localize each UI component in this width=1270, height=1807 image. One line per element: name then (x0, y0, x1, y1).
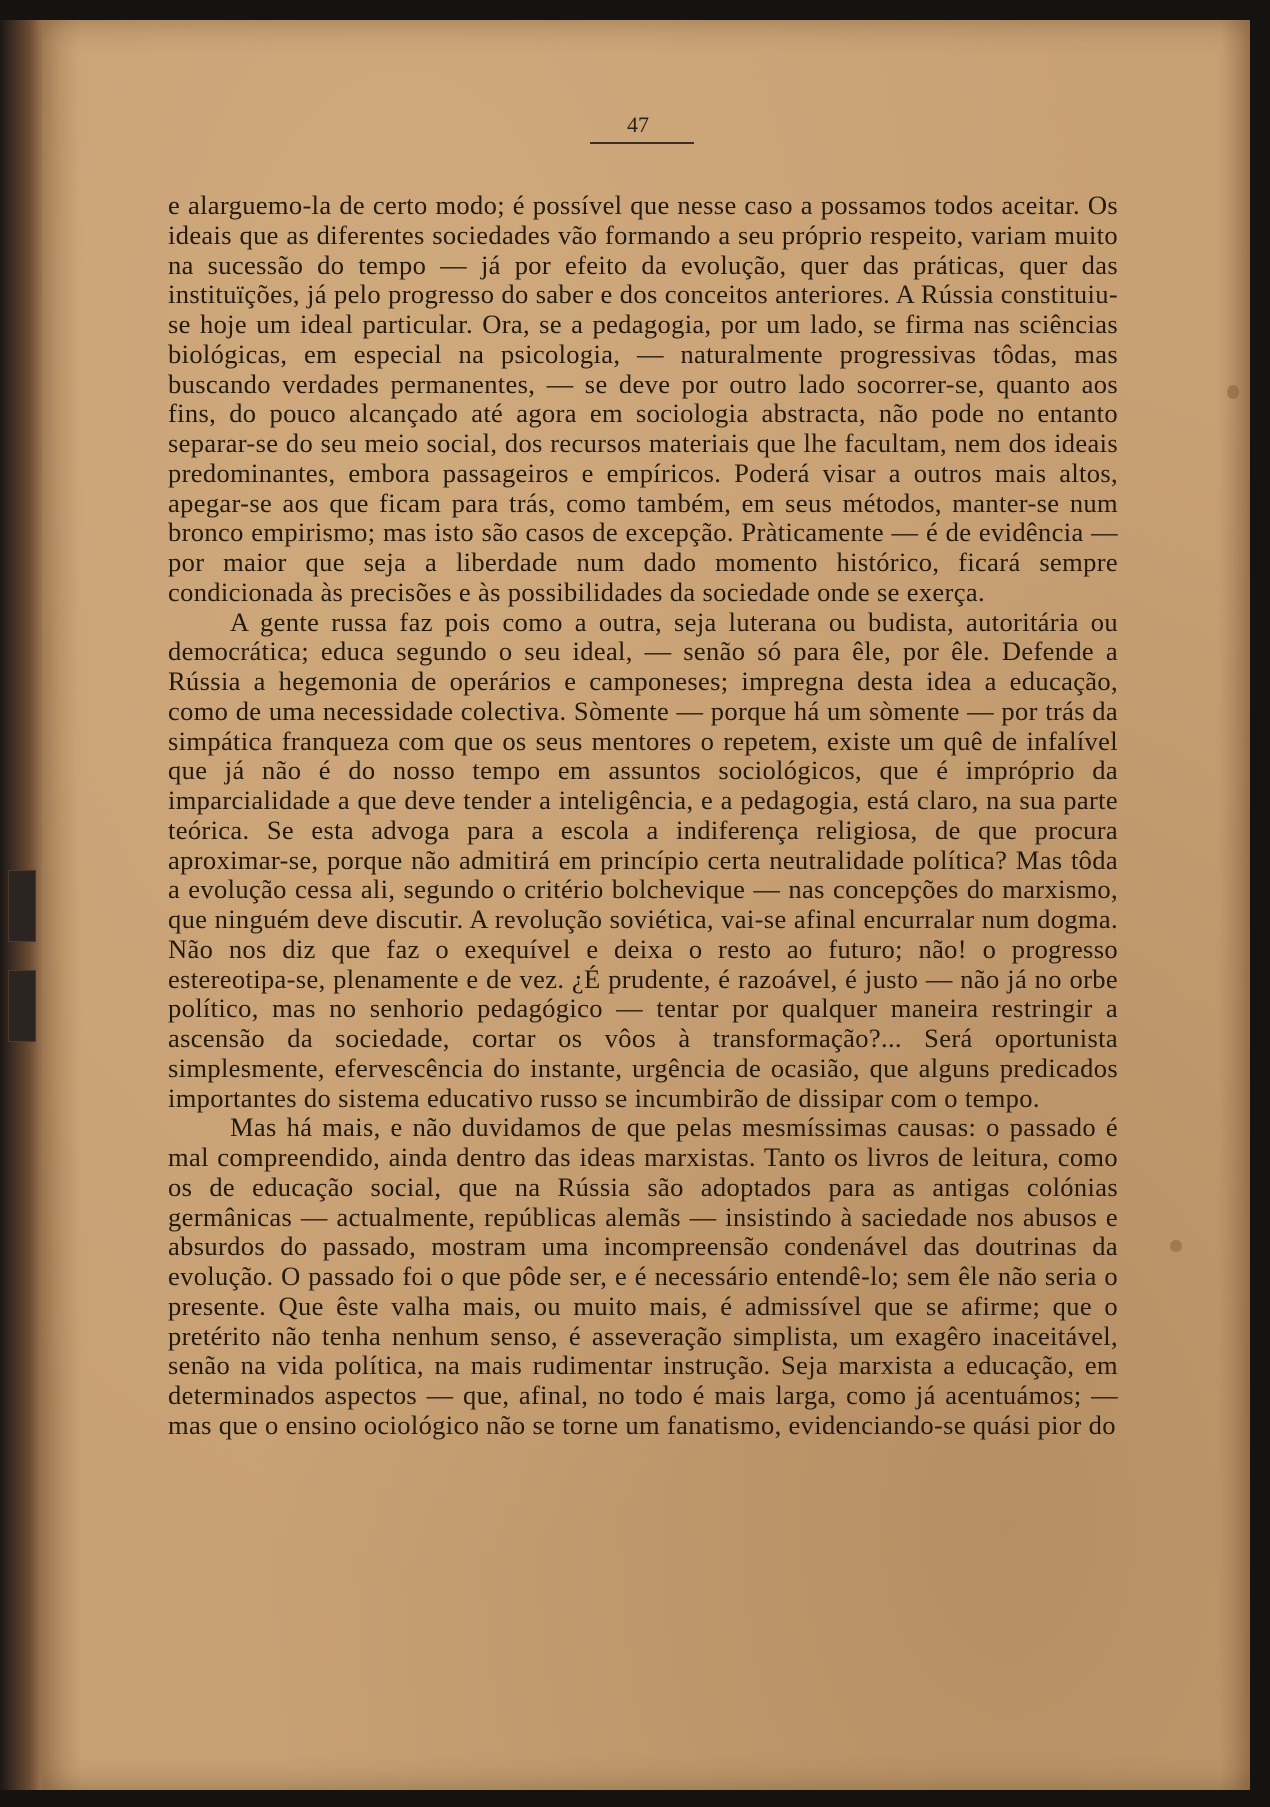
paragraph: A gente russa faz pois como a outra, seja luterana ou budista, autoritária ou democrática; educa segundo o seu ideal, — senão só para êle, por êle. Defende a Rússia a hegemonia de operários e camponeses; impregna desta idea a educação, como de uma necessidade colectiva. Sòmente — porque há um sòmente — por trás da simpática franqueza com que os seus mentores o repetem, existe um quê de infalível que já não é do nosso tempo em assuntos sociológicos, que é impróprio da imparcialidade a que deve tender a inteligência, e a pedagogia, está claro, na sua parte teórica. Se esta advoga para a escola a indiferença religiosa, de que procura aproximar-se, porque não admitirá em princípio certa neutralidade política? Mas tôda a evolução cessa ali, segundo o critério bolchevique — nas concepções do marxismo, que ninguém deve discutir. A revolução soviética, vai-se afinal encurralar num dogma. Não nos diz que faz o exequível e deixa o resto ao futuro; não! o progresso estereotipa-se, plenamente e de vez. ¿É prudente, é razoável, é justo — não já no orbe político, mas no senhorio pedagógico — tentar por qualquer maneira restringir a ascensão da sociedade, cortar os vôos à transformação?... Será oportunista simplesmente, efervescência do instante, urgência de ocasião, que alguns predicados importantes do sistema educativo russo se incumbirão de dissipar com o tempo. (168, 606, 1118, 1113)
binding-tape (8, 970, 36, 1042)
page-number-rule (590, 142, 694, 144)
book-binding (0, 20, 42, 1790)
body-text (168, 191, 1118, 1441)
page-stain (1170, 1240, 1182, 1252)
paragraph: Mas há mais, e não duvidamos de que pelas mesmíssimas causas: o passado é mal compreendido, ainda dentro das ideas marxistas. Tanto os livros de leitura, como os de educação social, que na Rússia são adoptados para as antigas colónias germânicas — actualmente, repúblicas alemãs — insistindo à saciedade nos abusos e absurdos do passado, mostram uma incompreensão condenável das doutrinas da evolução. O passado foi o que pôde ser, e é necessário entendê-lo; sem êle não seria o presente. Que êste valha mais, ou muito mais, é admissível que se afirme; que o pretérito não tenha nenhum senso, é asseveração simplista, um exagêro inaceitável, senão na vida política, na mais rudimentar instrução. Seja marxista a educação, em determinados aspectos — que, afinal, no todo é mais larga, como já acentuámos; — mas que o ensino ociológico não se torne um fanatismo, evidenciando-se quási pior do (168, 1112, 1118, 1440)
binding-tape (8, 870, 36, 942)
page-stain (1227, 385, 1239, 399)
page-number: 47 (627, 112, 649, 137)
paragraph: e alarguemo-la de certo modo; é possível que nesse caso a possamos todos aceitar. Os ideais que as diferentes sociedades vão formando a seu próprio respeito, variam muito na sucessão do tempo — já por efeito da evolução, quer das práticas, quer das instituïções, já pelo progresso do saber e dos conceitos anteriores. A Rússia constituiu-se hoje um ideal particular. Ora, se a pedagogia, por um lado, se firma nas sciências biológicas, em especial na psicologia, — naturalmente progressivas tôdas, mas buscando verdades permanentes, — se deve por outro lado socorrer-se, quanto aos fins, do pouco alcançado até agora em sociologia abstracta, não pode no entanto separar-se do seu meio social, dos recursos materiais que lhe facultam, nem dos ideais predominantes, embora passageiros e empíricos. Poderá visar a outros mais altos, apegar-se aos que ficam para trás, como também, em seus métodos, manter-se num bronco empirismo; mas isto são casos de excepção. Pràticamente — é de evidência — por maior que seja a liberdade num dado momento histórico, ficará sempre condicionada às precisões e às possibilidades da sociedade onde se exerça. (168, 190, 1118, 607)
